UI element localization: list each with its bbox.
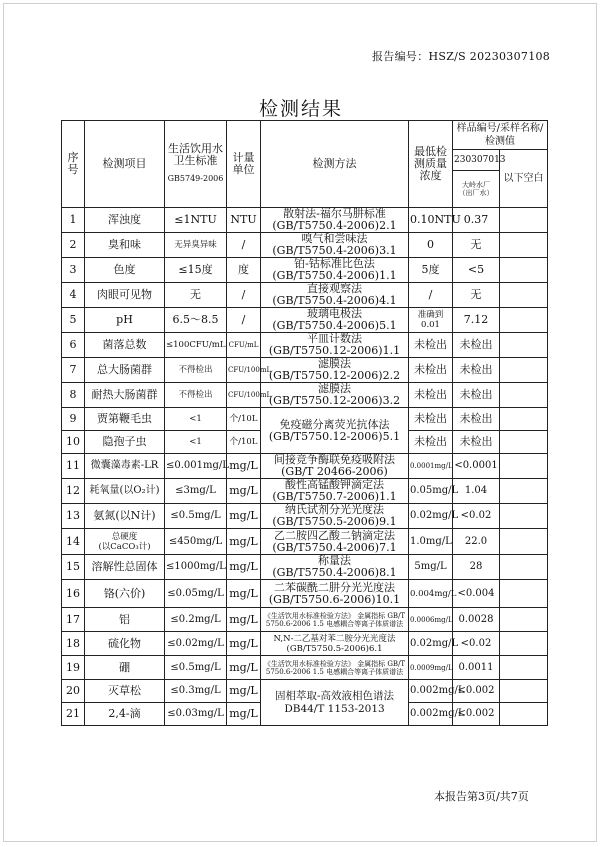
row-method-line2: (GB/T5750.4-2006)5.1	[272, 319, 397, 332]
row-lod: 0.004mg/L	[409, 580, 453, 608]
row-value: 0.37	[453, 208, 500, 233]
table-row	[62, 504, 548, 529]
row-lod: 0.002mg/L	[409, 703, 453, 726]
row-method	[261, 529, 409, 555]
row-no: 5	[62, 308, 85, 333]
row-method	[261, 580, 409, 608]
row-method-line2: (GB/T 20466-2006)	[281, 465, 388, 478]
row-value: 未检出	[453, 333, 500, 358]
row-method	[261, 308, 409, 333]
row-lod: 未检出	[409, 431, 453, 454]
row-standard: ≤0.2mg/L	[165, 608, 227, 632]
row-blank	[500, 555, 548, 580]
row-standard: ≤0.05mg/L	[165, 580, 227, 608]
row-method-line1: 纳氏试剂分光光度法	[285, 503, 384, 516]
row-item: 臭和味	[85, 233, 165, 258]
row-standard: ≤0.5mg/L	[165, 656, 227, 680]
row-method-line1: 铂-钴标准比色法	[294, 257, 375, 270]
row-standard: ≤0.001mg/L	[165, 454, 227, 479]
row-value: <0.0001	[453, 454, 500, 479]
row-method	[261, 504, 409, 529]
table-row	[62, 479, 548, 504]
row-standard: ≤15度	[165, 258, 227, 283]
row-lod: 5mg/L	[409, 555, 453, 580]
results-table	[61, 120, 548, 726]
row-method-line2: (GB/T5750.12-2006)5.1	[268, 429, 401, 443]
row-standard: ≤1000mg/L	[165, 555, 227, 580]
row-item: 硫化物	[85, 632, 165, 656]
row-no: 7	[62, 358, 85, 383]
row-lod: 0.0001mg/L	[409, 454, 453, 479]
row-value: <0.002	[453, 703, 500, 726]
row-item: 微囊藻毒素-LR	[85, 454, 165, 479]
row-lod: 0.0006mg/L	[409, 608, 453, 632]
table-row	[62, 608, 548, 632]
row-value: 28	[453, 555, 500, 580]
row-unit: /	[227, 308, 261, 333]
row-no: 6	[62, 333, 85, 358]
row-method	[261, 258, 409, 283]
row-item	[85, 529, 165, 555]
row-method-line1: 固相萃取-高效液相色谱法	[274, 689, 395, 702]
header-seq: 序号	[62, 121, 85, 208]
row-blank	[500, 479, 548, 504]
row-method	[261, 656, 409, 680]
row-item: 色度	[85, 258, 165, 283]
row-item: 铝	[85, 608, 165, 632]
row-no: 13	[62, 504, 85, 529]
row-item-line1: 总硬度	[111, 531, 138, 542]
row-item: 2,4-滴	[85, 703, 165, 726]
table-row	[62, 632, 548, 656]
row-lod: 未检出	[409, 408, 453, 431]
row-unit: 个/10L	[227, 408, 261, 431]
row-no: 15	[62, 555, 85, 580]
row-standard: 无	[165, 283, 227, 308]
row-value: 无	[453, 233, 500, 258]
row-unit: 个/10L	[227, 431, 261, 454]
row-item: 隐孢子虫	[85, 431, 165, 454]
row-no: 8	[62, 383, 85, 408]
row-method-line1: 间接竞争酶联免疫吸附法	[274, 453, 395, 466]
row-no: 19	[62, 656, 85, 680]
row-method-line1: 滤膜法	[318, 382, 351, 395]
row-standard: 不得检出	[165, 358, 227, 383]
row-method-line2: (GB/T5750.7-2006)1.1	[272, 490, 397, 503]
row-no: 21	[62, 703, 85, 726]
row-value: <5	[453, 258, 500, 283]
row-item: 总大肠菌群	[85, 358, 165, 383]
row-standard: 无异臭异味	[165, 233, 227, 258]
row-lod: 准确到0.01	[409, 308, 453, 333]
row-blank	[500, 408, 548, 431]
row-method-line2: (GB/T5750.4-2006)4.1	[272, 294, 397, 307]
report-number: 报告编号：HSZ/S 20230307108	[372, 50, 551, 63]
row-method-line2: (GB/T5750.4-2006)8.1	[272, 566, 397, 579]
row-item: 耐热大肠菌群	[85, 383, 165, 408]
row-lod: 5度	[409, 258, 453, 283]
row-unit: mg/L	[227, 608, 261, 632]
row-method-line2: (GB/T5750.5-2006)6.1	[286, 643, 383, 654]
row-method-line2: (GB/T5750.5-2006)9.1	[272, 515, 397, 528]
table-row	[62, 233, 548, 258]
row-lod: 0.10NTU	[409, 208, 453, 233]
row-method-line1: 平皿计数法	[307, 332, 362, 345]
row-no: 14	[62, 529, 85, 555]
row-no: 16	[62, 580, 85, 608]
row-no: 2	[62, 233, 85, 258]
row-method-line1: 散射法-福尔马肼标准	[283, 207, 386, 220]
header-standard-line1: 生活饮用水	[168, 142, 223, 155]
table-row	[62, 529, 548, 555]
row-value: 0.0028	[453, 608, 500, 632]
row-method	[261, 358, 409, 383]
row-blank	[500, 358, 548, 383]
row-item-line2: (以CaCO₃计)	[98, 541, 151, 552]
row-no: 10	[62, 431, 85, 454]
row-item: 浑浊度	[85, 208, 165, 233]
row-item: 溶解性总固体	[85, 555, 165, 580]
row-standard: ≤0.03mg/L	[165, 703, 227, 726]
row-blank	[500, 454, 548, 479]
table-row	[62, 308, 548, 333]
row-method	[261, 479, 409, 504]
row-blank	[500, 383, 548, 408]
row-method-line2: (GB/T5750.12-2006)2.2	[268, 369, 401, 382]
table-row	[62, 208, 548, 233]
row-method	[261, 680, 409, 726]
row-value: <0.002	[453, 680, 500, 703]
table-row	[62, 580, 548, 608]
row-method-line1: N,N-二乙基对苯二胺分光光度法	[273, 633, 396, 644]
row-method-line1: 嗅气和尝味法	[301, 232, 368, 245]
row-blank	[500, 529, 548, 555]
row-no: 11	[62, 454, 85, 479]
row-method-line2: (GB/T5750.6-2006)10.1	[268, 592, 401, 606]
row-unit: mg/L	[227, 632, 261, 656]
row-standard: ≤1NTU	[165, 208, 227, 233]
table-row	[62, 656, 548, 680]
row-lod: 0.05mg/L	[409, 479, 453, 504]
row-unit: mg/L	[227, 454, 261, 479]
row-unit: mg/L	[227, 703, 261, 726]
row-unit: mg/L	[227, 529, 261, 555]
row-method-line1: 《生活饮用水标准检验方法》 金属指标 GB/T	[263, 659, 406, 668]
row-unit: mg/L	[227, 656, 261, 680]
row-standard: ≤0.02mg/L	[165, 632, 227, 656]
row-lod: 0.02mg/L	[409, 504, 453, 529]
row-method	[261, 283, 409, 308]
row-standard: ≤450mg/L	[165, 529, 227, 555]
row-lod: 0.0009mg/L	[409, 656, 453, 680]
row-value: 未检出	[453, 383, 500, 408]
sample-name-line2: （出厂水）	[458, 189, 494, 197]
sample-name	[453, 171, 500, 208]
row-lod: 未检出	[409, 333, 453, 358]
row-standard: 不得检出	[165, 383, 227, 408]
row-method-line2: (GB/T5750.4-2006)2.1	[272, 219, 397, 232]
row-unit: /	[227, 283, 261, 308]
row-blank	[500, 680, 548, 703]
row-lod: /	[409, 283, 453, 308]
row-method-line2: 5750.6-2006 1.5 电感耦合等离子体质谱法	[265, 619, 404, 628]
row-no: 9	[62, 408, 85, 431]
blank-note: 以下空白	[500, 150, 548, 208]
row-unit: NTU	[227, 208, 261, 233]
row-item: 贾第鞭毛虫	[85, 408, 165, 431]
sample-name-line1: 大岭水厂	[462, 181, 490, 189]
row-standard: <1	[165, 431, 227, 454]
row-unit: mg/L	[227, 504, 261, 529]
row-item: pH	[85, 308, 165, 333]
row-lod: 0	[409, 233, 453, 258]
row-method-line1: 滤膜法	[318, 357, 351, 370]
row-method-line1: 二苯碳酰二肼分光光度法	[274, 580, 395, 594]
row-value: 未检出	[453, 431, 500, 454]
row-value: 未检出	[453, 408, 500, 431]
table-row	[62, 555, 548, 580]
table-row	[62, 383, 548, 408]
row-method-line2: (GB/T5750.4-2006)7.1	[272, 540, 397, 554]
table-row	[62, 283, 548, 308]
row-method-line1: 《生活饮用水标准检验方法》 金属指标 GB/T	[263, 611, 406, 620]
row-method	[261, 608, 409, 632]
row-method-line1: 免疫磁分离荧光抗体法	[279, 417, 390, 431]
row-value: <0.02	[453, 632, 500, 656]
row-value: 未检出	[453, 358, 500, 383]
row-method-line2: (GB/T5750.12-2006)1.1	[268, 344, 401, 357]
row-no: 12	[62, 479, 85, 504]
row-method	[261, 208, 409, 233]
row-item: 耗氧量(以O₂计)	[85, 479, 165, 504]
row-value: 0.0011	[453, 656, 500, 680]
row-blank	[500, 632, 548, 656]
row-unit: CFU/100mL	[227, 358, 261, 383]
row-blank	[500, 283, 548, 308]
row-method-line2: 5750.6-2006 1.5 电感耦合等离子体质谱法	[265, 667, 404, 676]
row-method	[261, 233, 409, 258]
row-value: 1.04	[453, 479, 500, 504]
table-row	[62, 454, 548, 479]
row-method-line1: 直接观察法	[307, 282, 362, 295]
row-standard: <1	[165, 408, 227, 431]
row-method-line2: (GB/T5750.12-2006)3.2	[268, 394, 401, 407]
row-standard: ≤0.3mg/L	[165, 680, 227, 703]
row-standard: ≤100CFU/mL	[165, 333, 227, 358]
row-method	[261, 555, 409, 580]
row-unit: mg/L	[227, 555, 261, 580]
row-item: 铬(六价)	[85, 580, 165, 608]
row-method	[261, 408, 409, 454]
row-value: <0.004	[453, 580, 500, 608]
row-value: <0.02	[453, 504, 500, 529]
page-title: 检测结果	[258, 98, 343, 120]
row-lod: 0.02mg/L	[409, 632, 453, 656]
row-no: 17	[62, 608, 85, 632]
row-item: 肉眼可见物	[85, 283, 165, 308]
row-value: 22.0	[453, 529, 500, 555]
row-blank	[500, 308, 548, 333]
row-standard: 6.5～8.5	[165, 308, 227, 333]
row-no: 18	[62, 632, 85, 656]
row-method	[261, 454, 409, 479]
row-unit: mg/L	[227, 680, 261, 703]
header-unit: 计量单位	[227, 121, 261, 208]
row-no: 3	[62, 258, 85, 283]
row-unit: mg/L	[227, 580, 261, 608]
header-sample: 样品编号/采样名称/检测值	[453, 121, 548, 150]
row-standard: ≤3mg/L	[165, 479, 227, 504]
row-blank	[500, 258, 548, 283]
row-blank	[500, 333, 548, 358]
row-item: 灭草松	[85, 680, 165, 703]
row-standard: ≤0.5mg/L	[165, 504, 227, 529]
table-row	[62, 408, 548, 431]
row-method-line1: 称量法	[318, 554, 351, 567]
row-value: 7.12	[453, 308, 500, 333]
row-lod: 未检出	[409, 358, 453, 383]
row-blank	[500, 608, 548, 632]
header-standard	[165, 121, 227, 208]
row-method-line2: (GB/T5750.4-2006)3.1	[272, 244, 397, 257]
row-lod: 0.002mg/L	[409, 680, 453, 703]
row-blank	[500, 233, 548, 258]
row-item: 菌落总数	[85, 333, 165, 358]
row-value: 无	[453, 283, 500, 308]
row-method	[261, 333, 409, 358]
row-method	[261, 632, 409, 656]
row-no: 20	[62, 680, 85, 703]
row-blank	[500, 656, 548, 680]
row-lod: 未检出	[409, 383, 453, 408]
row-method-line2: DB44/T 1153-2013	[284, 702, 385, 715]
row-method	[261, 383, 409, 408]
header-method: 检测方法	[261, 121, 409, 208]
sample-id: 230307013	[453, 150, 500, 171]
row-blank	[500, 580, 548, 608]
table-row	[62, 258, 548, 283]
header-lod: 最低检测质量浓度	[409, 121, 453, 208]
header-standard-line2: 卫生标准	[173, 154, 218, 167]
row-blank	[500, 703, 548, 726]
row-unit: 度	[227, 258, 261, 283]
row-no: 1	[62, 208, 85, 233]
row-unit: CFU/mL	[227, 333, 261, 358]
row-unit: /	[227, 233, 261, 258]
table-row	[62, 333, 548, 358]
page-footer: 本报告第3页/共7页	[434, 790, 529, 803]
table-row	[62, 680, 548, 703]
row-method-line1: 酸性高锰酸钾滴定法	[285, 478, 384, 491]
header-item: 检测项目	[85, 121, 165, 208]
row-unit: CFU/100mL	[227, 383, 261, 408]
row-method-line1: 乙二胺四乙酸二钠滴定法	[274, 528, 395, 542]
row-method-line1: 玻璃电极法	[307, 307, 362, 320]
row-lod: 1.0mg/L	[409, 529, 453, 555]
row-blank	[500, 208, 548, 233]
table-row	[62, 358, 548, 383]
row-method-line2: (GB/T5750.4-2006)1.1	[272, 269, 397, 282]
row-item: 硼	[85, 656, 165, 680]
row-item: 氨氮(以N计)	[85, 504, 165, 529]
header-standard-code: GB5749-2006	[167, 174, 224, 183]
row-unit: mg/L	[227, 479, 261, 504]
row-no: 4	[62, 283, 85, 308]
row-blank	[500, 431, 548, 454]
row-blank	[500, 504, 548, 529]
